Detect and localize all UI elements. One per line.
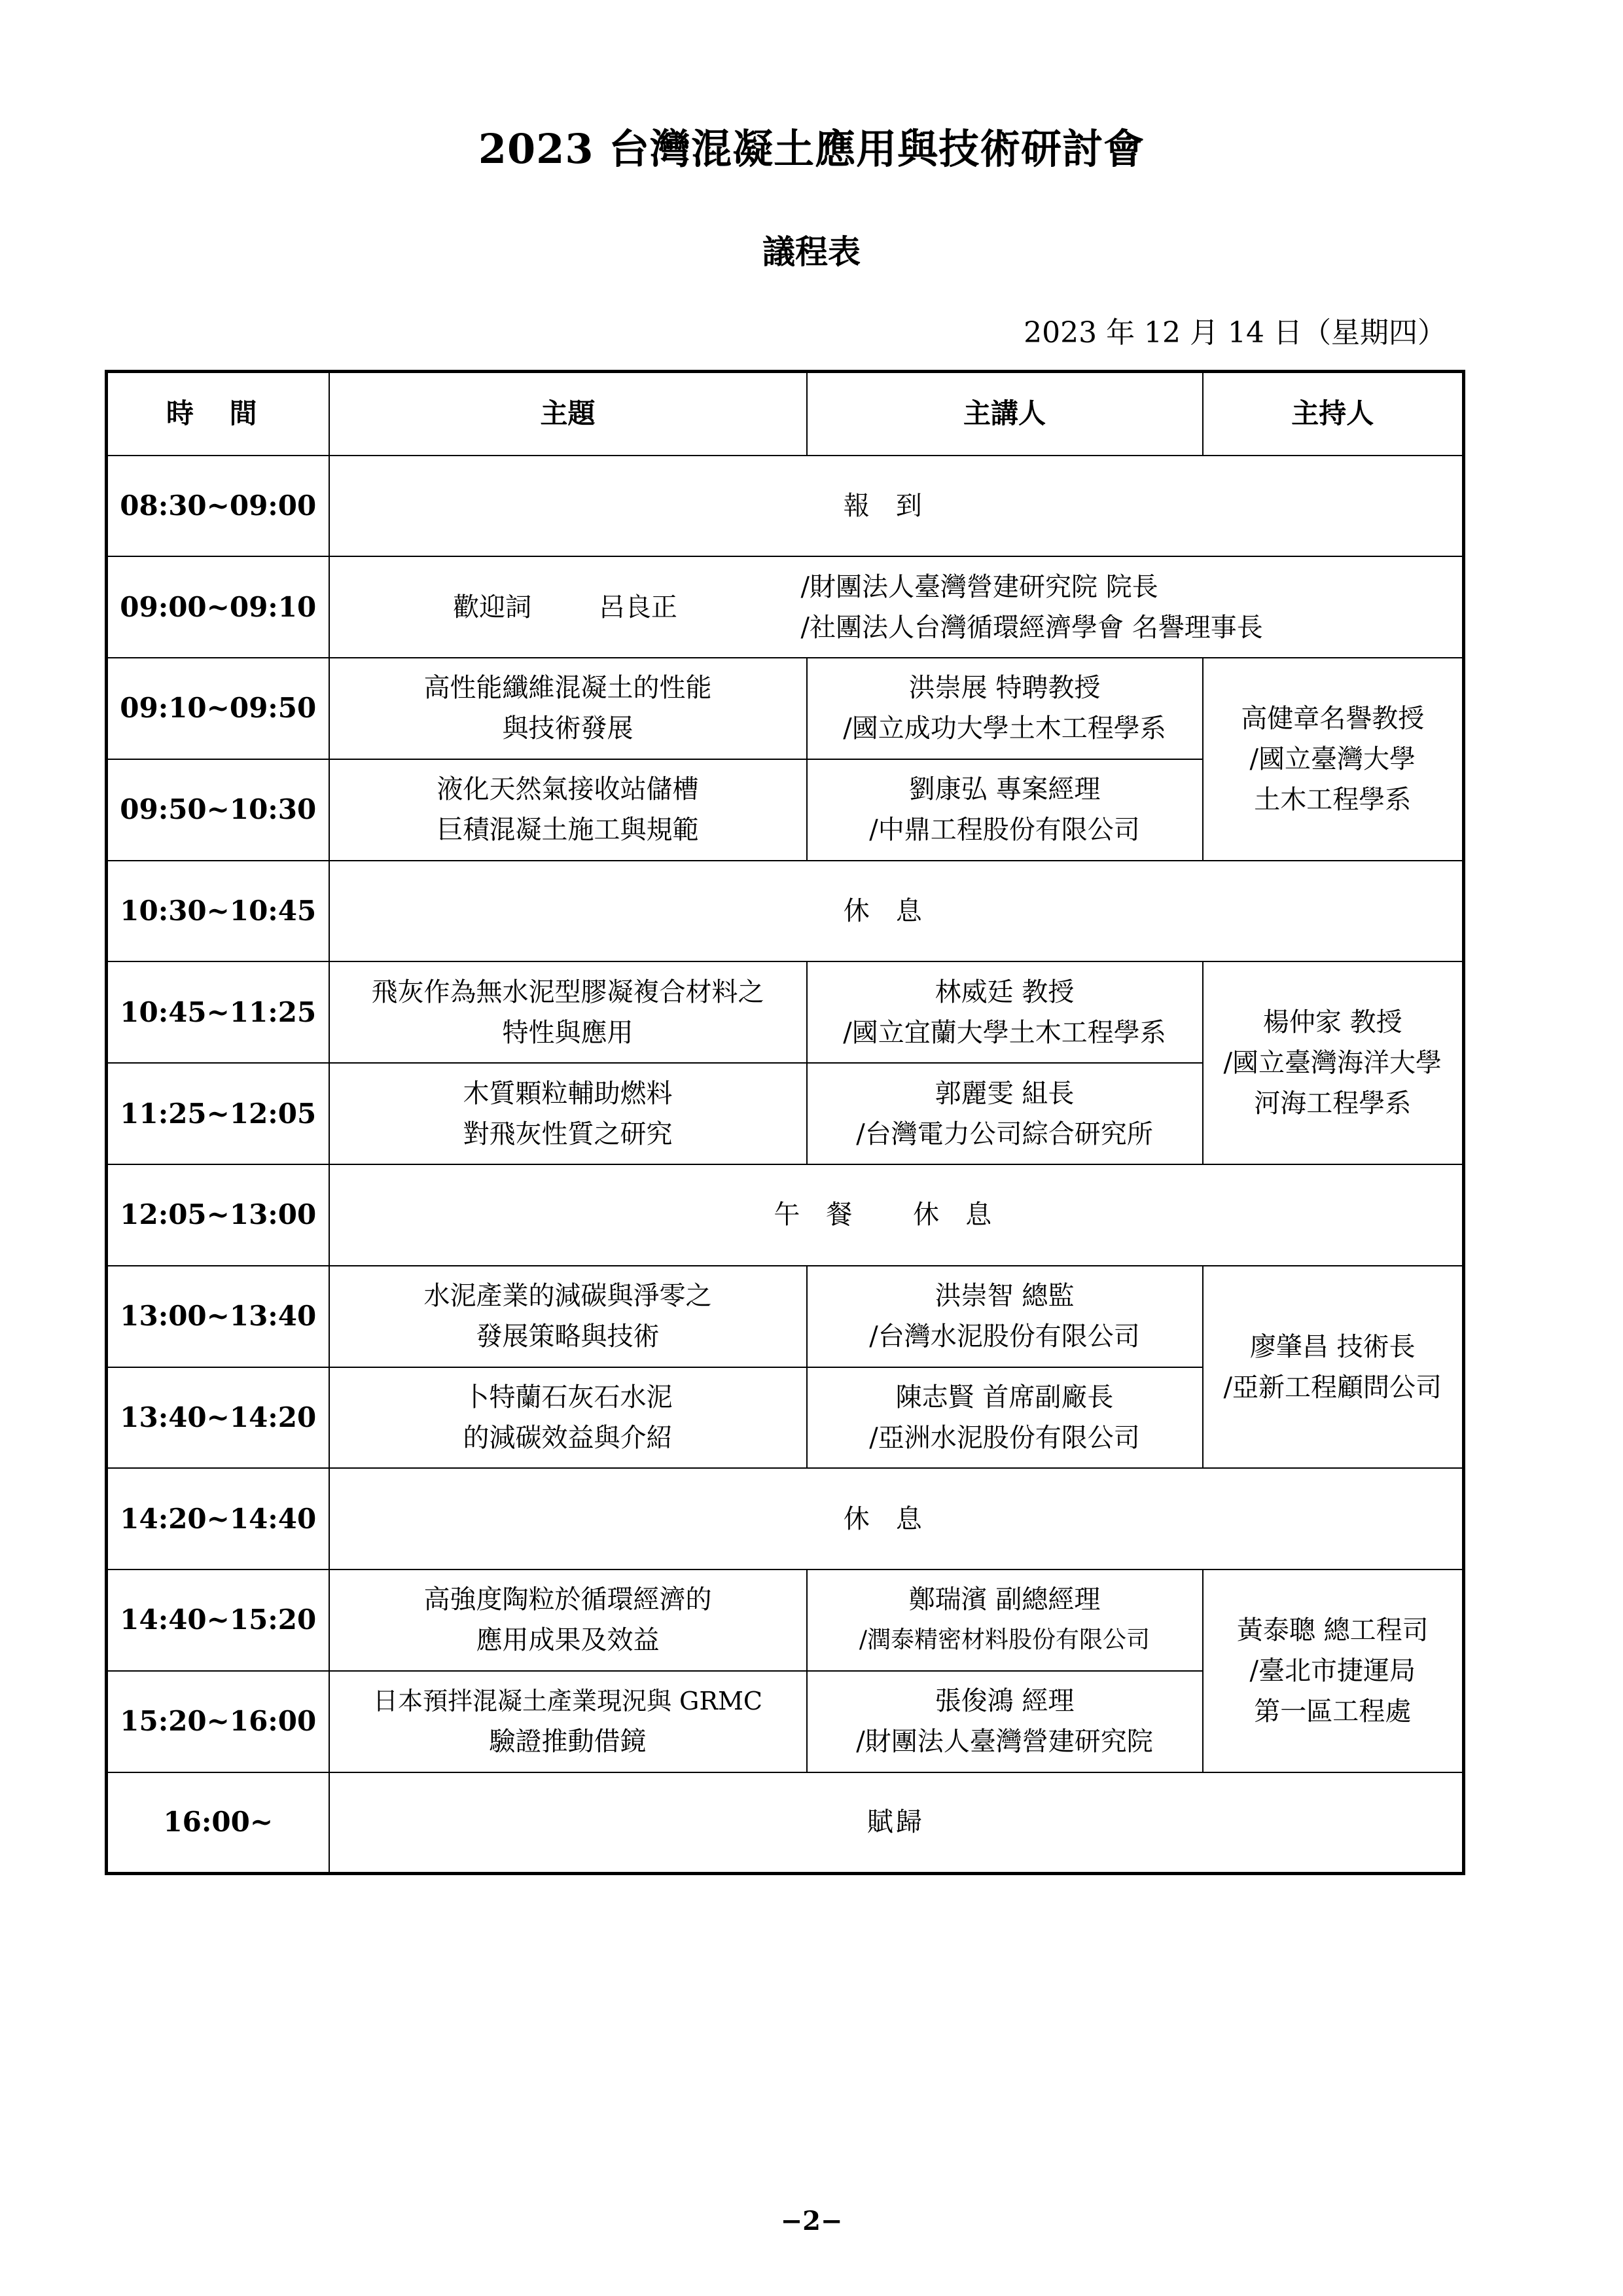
speaker-affiliation: /中鼎工程股份有限公司 (869, 815, 1140, 846)
speaker-cell (807, 1063, 1203, 1164)
speaker-name: 林威廷 教授 (935, 977, 1075, 1007)
host-affiliation: 第一區工程處 (1254, 1696, 1412, 1727)
header-host: 主持人 (1203, 372, 1464, 456)
topic-cell (329, 658, 807, 759)
speaker-cell (807, 1570, 1203, 1671)
host-cell (1203, 1266, 1464, 1469)
time-cell: 10:45~11:25 (107, 961, 329, 1063)
time-cell: 09:00~09:10 (107, 556, 329, 658)
speaker-affiliation: /國立成功大學土木工程學系 (843, 713, 1166, 744)
table-row (107, 556, 1464, 658)
table-row (107, 1772, 1464, 1874)
host-affiliation: 土木工程學系 (1254, 784, 1412, 815)
table-row (107, 658, 1464, 759)
speaker-cell (807, 1671, 1203, 1772)
topic-cell (329, 1570, 807, 1671)
table-row (107, 1164, 1464, 1266)
header-speaker: 主講人 (807, 372, 1203, 456)
welcome-cell (329, 556, 1464, 658)
host-affiliation: /國立臺灣海洋大學 (1223, 1048, 1442, 1079)
host-name: 黃泰聰 總工程司 (1236, 1615, 1429, 1645)
table-row (107, 961, 1464, 1063)
topic-cell (329, 759, 807, 861)
table-row (107, 861, 1464, 962)
time-cell: 11:25~12:05 (107, 1063, 329, 1164)
speaker-name: 陳志賢 首席副廠長 (895, 1382, 1114, 1412)
speaker-name: 劉康弘 專案經理 (908, 774, 1101, 805)
speaker-affiliation: /台灣水泥股份有限公司 (869, 1321, 1140, 1352)
time-cell: 12:05~13:00 (107, 1164, 329, 1266)
topic-cell (329, 1266, 807, 1367)
topic-line: 水泥產業的減碳與淨零之 (423, 1281, 712, 1312)
document-title: 2023 台灣混凝土應用與技術研討會 (478, 125, 1145, 173)
table-row (107, 456, 1464, 557)
topic-line: 卜特蘭石灰石水泥 (463, 1382, 673, 1412)
registration-cell: 報到 (329, 456, 1464, 557)
topic-line: 驗證推動借鏡 (489, 1727, 647, 1757)
topic-cell (329, 1367, 807, 1469)
speaker-cell (807, 658, 1203, 759)
topic-line: 的減碳效益與介紹 (463, 1422, 673, 1453)
table-row (107, 1468, 1464, 1570)
host-name: 廖肇昌 技術長 (1249, 1331, 1416, 1362)
host-cell (1203, 1570, 1464, 1772)
time-cell: 14:20~14:40 (107, 1468, 329, 1570)
speaker-name: 鄭瑞濱 副總經理 (908, 1585, 1101, 1615)
table-header-row (107, 372, 1464, 456)
time-cell: 09:50~10:30 (107, 759, 329, 861)
topic-line: 應用成果及效益 (476, 1625, 660, 1656)
host-affiliation: /國立臺灣大學 (1249, 744, 1416, 774)
break-cell: 休息 (329, 1468, 1464, 1570)
time-cell: 09:10~09:50 (107, 658, 329, 759)
speaker-affiliation: /財團法人臺灣營建研究院 (856, 1727, 1153, 1757)
host-affiliation: /臺北市捷運局 (1249, 1655, 1416, 1686)
welcome-org: /社團法人台灣循環經濟學會 名譽理事長 (800, 612, 1263, 643)
speaker-name: 洪崇展 特聘教授 (908, 673, 1101, 704)
speaker-cell (807, 1266, 1203, 1367)
host-affiliation: 河海工程學系 (1254, 1088, 1412, 1119)
time-cell: 14:40~15:20 (107, 1570, 329, 1671)
topic-line: 高性能纖維混凝土的性能 (423, 673, 712, 704)
topic-line: 高強度陶粒於循環經濟的 (423, 1585, 712, 1615)
page-number: −2− (780, 2206, 843, 2236)
closing-cell: 賦歸 (329, 1772, 1464, 1874)
time-cell: 10:30~10:45 (107, 861, 329, 962)
speaker-name: 洪崇智 總監 (935, 1281, 1075, 1312)
event-date: 2023 年 12 月 14 日（星期四） (1024, 316, 1446, 350)
table-row (107, 1570, 1464, 1671)
host-affiliation: /亞新工程顧問公司 (1223, 1372, 1442, 1403)
welcome-label: 歡迎詞 (453, 592, 532, 622)
welcome-speaker-name: 呂良正 (598, 592, 677, 622)
speaker-name: 張俊鴻 經理 (935, 1686, 1075, 1717)
topic-cell (329, 961, 807, 1063)
table-row (107, 1266, 1464, 1367)
topic-cell (329, 1671, 807, 1772)
topic-line: 飛灰作為無水泥型膠凝複合材料之 (371, 977, 764, 1007)
speaker-cell (807, 759, 1203, 861)
speaker-affiliation: /潤泰精密材料股份有限公司 (859, 1626, 1150, 1654)
time-cell: 13:40~14:20 (107, 1367, 329, 1469)
topic-line: 與技術發展 (502, 713, 633, 744)
welcome-org: /財團法人臺灣營建研究院 院長 (800, 571, 1158, 602)
speaker-affiliation: /國立宜蘭大學土木工程學系 (843, 1017, 1166, 1048)
host-cell (1203, 961, 1464, 1164)
topic-line: 日本預拌混凝土產業現況與 GRMC (372, 1687, 763, 1716)
speaker-affiliation: /台灣電力公司綜合研究所 (856, 1119, 1153, 1149)
break-cell: 休息 (329, 861, 1464, 962)
time-cell: 08:30~09:00 (107, 456, 329, 557)
time-cell: 15:20~16:00 (107, 1671, 329, 1772)
speaker-name: 郭麗雯 組長 (935, 1078, 1075, 1109)
header-topic: 主題 (329, 372, 807, 456)
lunch-cell: 午餐 休息 (329, 1164, 1464, 1266)
host-cell (1203, 658, 1464, 861)
topic-line: 木質顆粒輔助燃料 (463, 1078, 673, 1109)
topic-line: 發展策略與技術 (476, 1321, 660, 1352)
host-name: 楊仲家 教授 (1262, 1007, 1402, 1038)
topic-line: 巨積混凝土施工與規範 (437, 815, 699, 846)
topic-line: 對飛灰性質之研究 (463, 1119, 673, 1149)
time-cell: 13:00~13:40 (107, 1266, 329, 1367)
topic-cell (329, 1063, 807, 1164)
speaker-cell (807, 961, 1203, 1063)
agenda-table (105, 370, 1465, 1875)
speaker-affiliation: /亞洲水泥股份有限公司 (869, 1422, 1140, 1453)
host-name: 高健章名譽教授 (1241, 703, 1425, 734)
topic-line: 液化天然氣接收站儲槽 (437, 774, 699, 805)
time-cell: 16:00~ (107, 1772, 329, 1874)
topic-line: 特性與應用 (502, 1017, 633, 1048)
header-time: 時 間 (107, 372, 329, 456)
speaker-cell (807, 1367, 1203, 1469)
agenda-heading: 議程表 (762, 232, 861, 271)
